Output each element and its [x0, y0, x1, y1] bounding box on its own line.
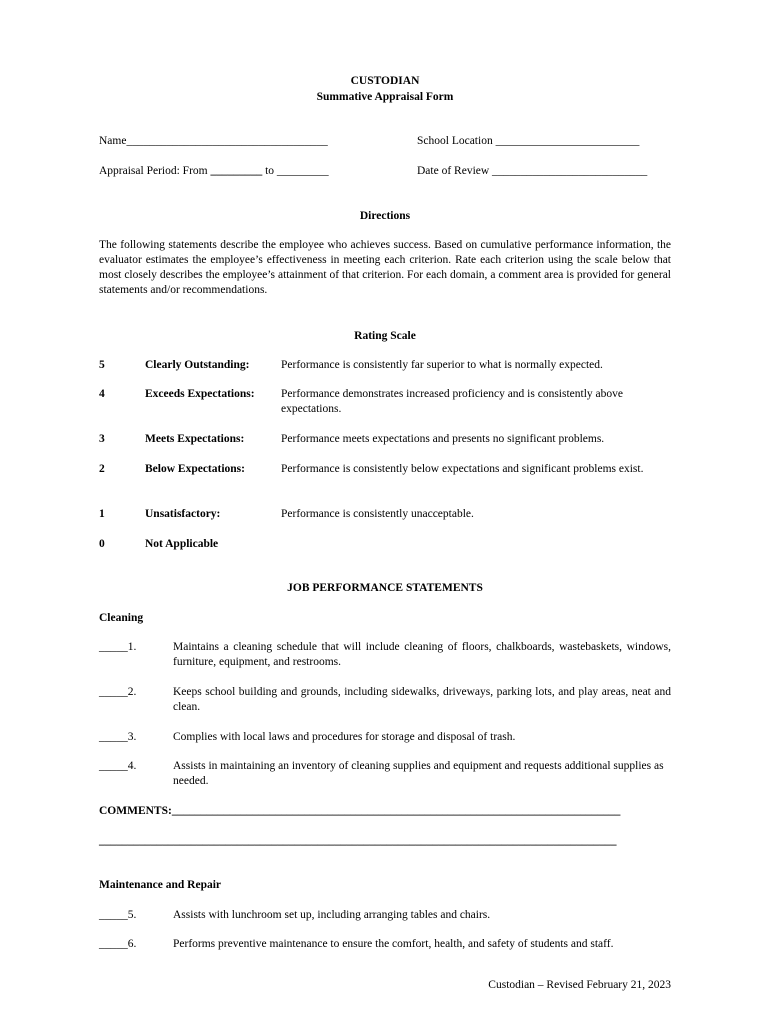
- statement-text: Complies with local laws and procedures for storage and disposal of trash.: [173, 731, 516, 743]
- comments-label: COMMENTS:: [99, 805, 172, 817]
- rating-label: Unsatisfactory:: [145, 508, 221, 520]
- rating-description: Performance is consistently below expectations and significant problems exist.: [281, 463, 644, 475]
- comments-line[interactable]: ______________________________________________________________________________: [171, 805, 621, 817]
- cleaning-heading: Cleaning: [99, 612, 144, 624]
- appraisal-period-from-blank[interactable]: _________: [210, 165, 263, 177]
- rating-label: Not Applicable: [145, 538, 219, 550]
- comments-field[interactable]: [99, 804, 620, 819]
- rating-blank[interactable]: _____4.: [99, 760, 137, 772]
- rating-label: Meets Expectations:: [145, 433, 245, 445]
- rating-blank[interactable]: _____6.: [99, 938, 137, 950]
- statement-text: Assists with lunchroom set up, including arranging tables and chairs.: [173, 909, 491, 921]
- form-subtitle: Summative Appraisal Form: [316, 91, 454, 103]
- rating-number: 2: [99, 463, 105, 475]
- rating-label: Below Expectations:: [145, 463, 245, 475]
- statement-text: Assists in maintaining an inventory of cleaning supplies and equipment and requests additional supplies as needed.: [173, 760, 664, 787]
- rating-description: Performance is consistently unacceptable.: [281, 508, 474, 520]
- form-title: CUSTODIAN: [350, 75, 420, 87]
- date-of-review-field[interactable]: Date of Review ___________________________: [417, 165, 648, 177]
- maintenance-heading: Maintenance and Repair: [99, 879, 222, 891]
- statement-text: Maintains a cleaning schedule that will include cleaning of floors, chalkboards, wastebaskets, windows, furniture, equipment, and restrooms.: [173, 641, 671, 668]
- rating-scale-heading: Rating Scale: [354, 330, 416, 342]
- statement-text: Keeps school building and grounds, including sidewalks, driveways, parking lots, and play areas, neat and clean.: [173, 686, 671, 713]
- appraisal-period-to-blank[interactable]: to _________: [262, 165, 329, 177]
- rating-description: Performance demonstrates increased proficiency and is consistently above expectations.: [281, 388, 624, 415]
- directions-heading: Directions: [359, 210, 411, 222]
- statement-text: Performs preventive maintenance to ensure the comfort, health, and safety of students and staff.: [173, 938, 614, 950]
- name-field[interactable]: Name___________________________________: [99, 135, 328, 147]
- rating-number: 1: [99, 508, 105, 520]
- rating-label: Clearly Outstanding:: [145, 359, 250, 371]
- rating-number: 0: [99, 538, 105, 550]
- rating-description: Performance is consistently far superior to what is normally expected.: [281, 359, 603, 371]
- rating-number: 5: [99, 359, 105, 371]
- appraisal-period-label: Appraisal Period: From: [99, 165, 211, 177]
- rating-description: Performance meets expectations and presents no significant problems.: [281, 433, 605, 445]
- school-location-field[interactable]: School Location _________________________: [417, 135, 640, 147]
- directions-text: The following statements describe the employee who achieves success. Based on cumulative performance information, the evaluator estimates the employee’s effectiveness in meeting each criterion. Rate each criterion using the scale below that most closely describes the employee’s attainment of that criterion. For each domain, a comment area is provided for general statements and/or recommendations.: [99, 239, 671, 296]
- rating-blank[interactable]: _____1.: [99, 641, 137, 653]
- rating-label: Exceeds Expectations:: [145, 388, 255, 400]
- comments-line-2[interactable]: __________________________________________________________________________________________: [99, 835, 617, 847]
- rating-blank[interactable]: _____3.: [99, 731, 137, 743]
- footer-revision: Custodian – Revised February 21, 2023: [488, 979, 671, 991]
- rating-number: 3: [99, 433, 105, 445]
- rating-blank[interactable]: _____2.: [99, 686, 137, 698]
- rating-blank[interactable]: _____5.: [99, 909, 137, 921]
- rating-number: 4: [99, 388, 105, 400]
- job-performance-heading: JOB PERFORMANCE STATEMENTS: [287, 582, 483, 594]
- appraisal-period-field[interactable]: [99, 164, 329, 179]
